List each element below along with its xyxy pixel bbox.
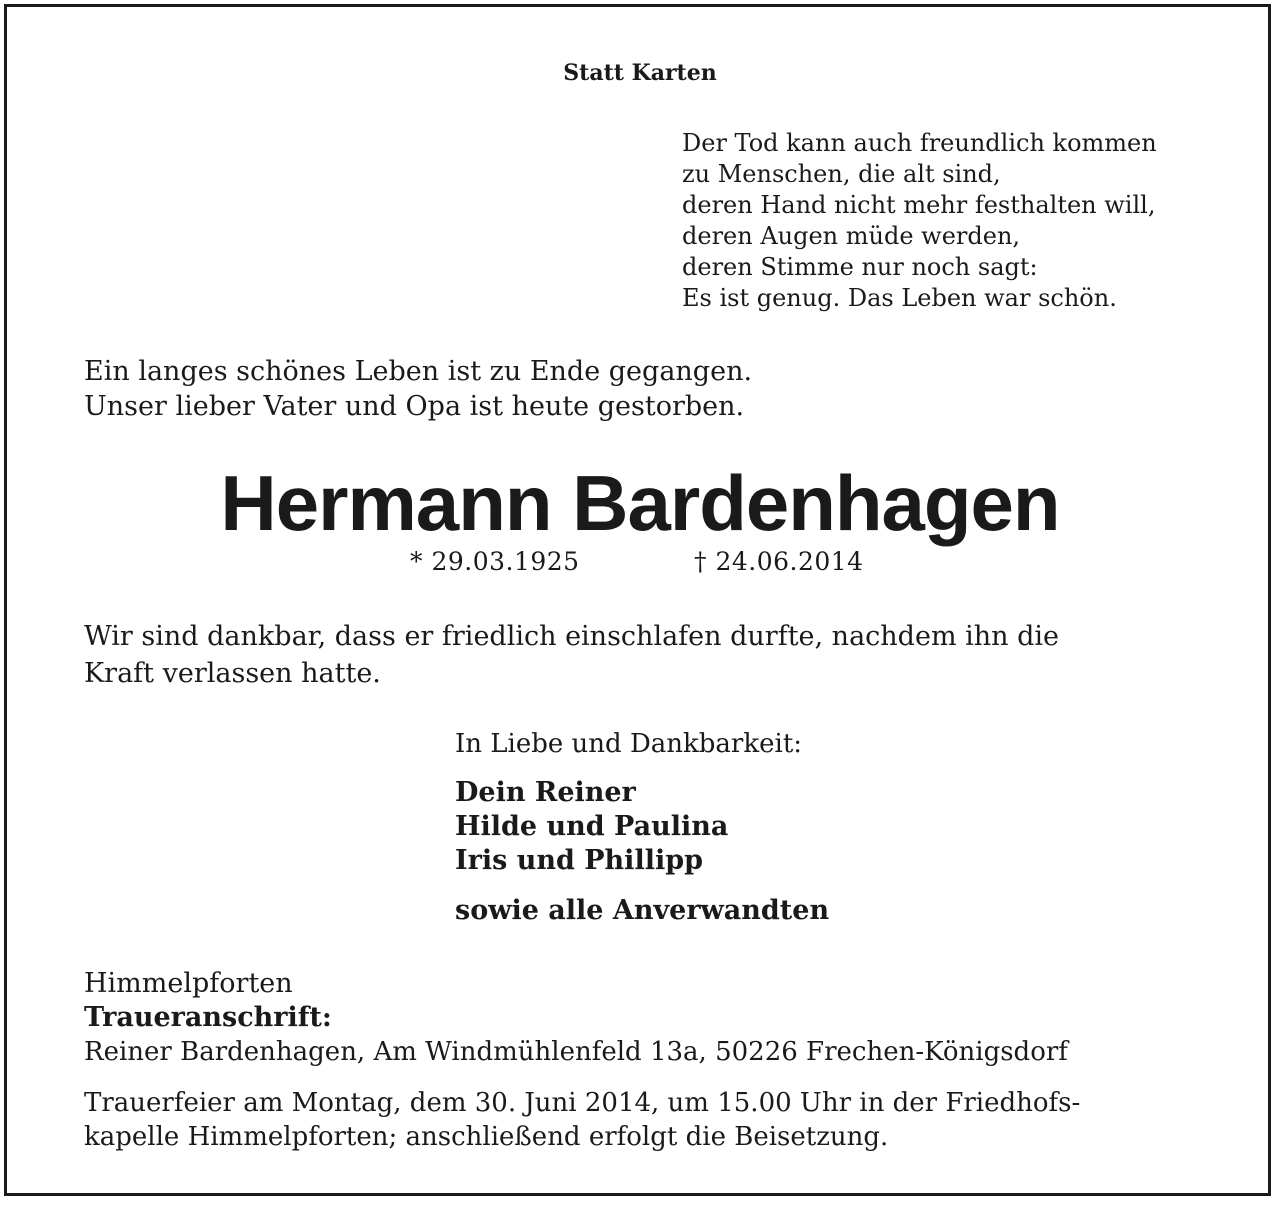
- poem-line: zu Menschen, die alt sind,: [682, 160, 1001, 188]
- relatives-line: sowie alle Anverwandten: [455, 895, 830, 926]
- ceremony-line: Trauerfeier am Montag, dem 30. Juni 2014, um 15.00 Uhr in der Friedhofs-: [84, 1088, 1081, 1118]
- poem-line: Der Tod kann auch freundlich kommen: [682, 129, 1157, 157]
- intro-line: Unser lieber Vater und Opa ist heute gestorben.: [84, 391, 745, 422]
- address-label: Traueranschrift:: [84, 1002, 332, 1033]
- intro-text: [84, 354, 752, 424]
- header-statt-karten: Statt Karten: [563, 60, 717, 86]
- ceremony-line: kapelle Himmelpforten; anschließend erfolgt die Beisetzung.: [84, 1122, 889, 1152]
- thanks-line: Wir sind dankbar, dass er friedlich einschlafen durfte, nachdem ihn die: [84, 621, 1060, 652]
- poem: [682, 128, 1157, 314]
- ceremony-info: [84, 1086, 1080, 1154]
- deceased-name: Hermann Bardenhagen: [220, 459, 1060, 547]
- intro-line: Ein langes schönes Leben ist zu Ende gegangen.: [84, 356, 753, 387]
- place-name: Himmelpforten: [84, 968, 293, 999]
- thanks-line: Kraft verlassen hatte.: [84, 658, 381, 689]
- love-closing: In Liebe und Dankbarkeit:: [455, 729, 803, 759]
- poem-line: deren Augen müde werden,: [682, 222, 1021, 250]
- poem-line: Es ist genug. Das Leben war schön.: [682, 284, 1117, 312]
- family-names: [455, 776, 728, 878]
- family-member: Iris und Phillipp: [455, 845, 703, 876]
- death-date: † 24.06.2014: [694, 547, 864, 576]
- birth-date: * 29.03.1925: [410, 547, 580, 576]
- family-member: Dein Reiner: [455, 777, 636, 808]
- poem-line: deren Stimme nur noch sagt:: [682, 253, 1038, 281]
- poem-line: deren Hand nicht mehr festhalten will,: [682, 191, 1156, 219]
- family-member: Hilde und Paulina: [455, 811, 729, 842]
- thanks-text: [84, 618, 1059, 692]
- mourning-address: Reiner Bardenhagen, Am Windmühlenfeld 13a, 50226 Frechen-Königsdorf: [84, 1037, 1068, 1067]
